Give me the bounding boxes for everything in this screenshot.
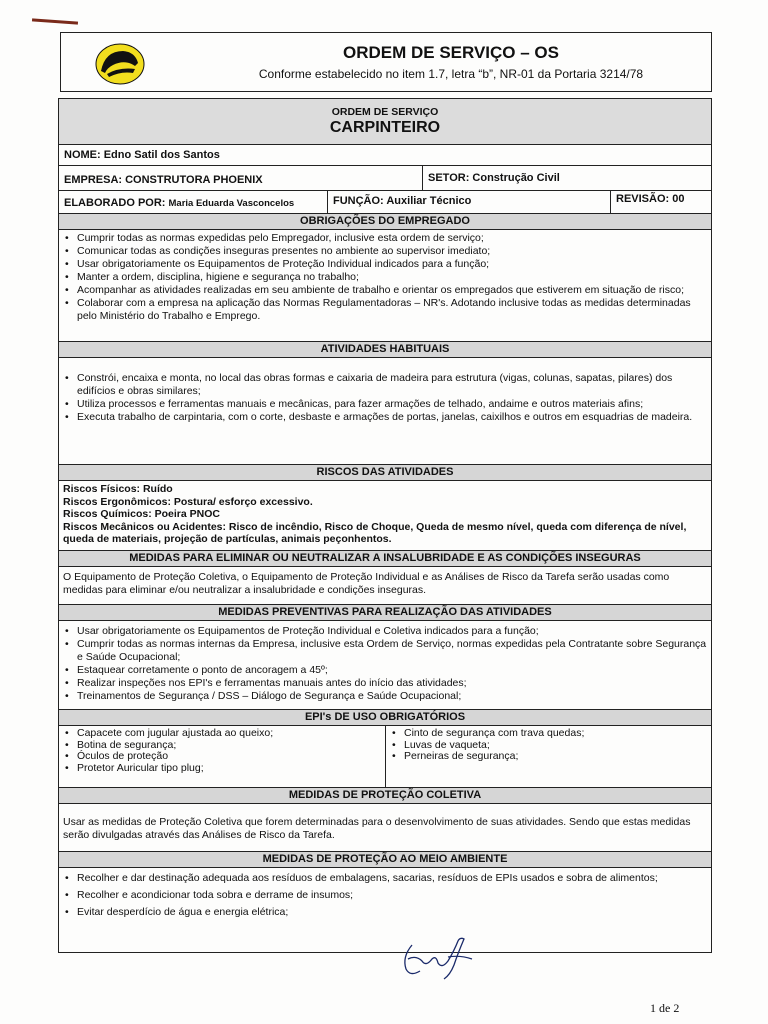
list-item: • Capacete com jugular ajustada ao queixo; <box>63 728 381 740</box>
list-item: • Constrói, encaixa e monta, no local das obras formas e caixaria de madeira para estrutura (vigas, colunas, sapatas, pilares) dos edifícios e obras similares; <box>63 372 707 398</box>
section-atividades <box>59 358 711 465</box>
list-item: • Evitar desperdício de água e energia elétrica; <box>63 906 707 919</box>
list-item: • Cumprir todas as normas internas da Empresa, inclusive esta Ordem de Serviço, normas expedidas pela Contratante sobre Segurança e Saúde Ocupacional; <box>63 638 707 664</box>
section-medidas-preventivas <box>59 621 711 710</box>
section-epis <box>59 726 711 788</box>
list-item: • Acompanhar as atividades realizadas em seu ambiente de trabalho e orientar os empregados que estiverem em situação de risco; <box>63 284 707 297</box>
list-item: • Protetor Auricular tipo plug; <box>63 763 381 775</box>
list-item: • Colaborar com a empresa na aplicação das Normas Regulamentadoras – NR's. Adotando inclusive todas as medidas determinadas pelo Ministério do Trabalho e Emprego. <box>63 297 707 323</box>
scan-mark <box>32 18 78 24</box>
field-revisao: REVISÃO: 00 <box>610 191 711 213</box>
section-obrigacoes <box>59 230 711 342</box>
list-item: • Utiliza processos e ferramentas manuais e mecânicas, para fazer armações de telhado, andaime e outros materiais afins; <box>63 398 707 411</box>
list-item: • Realizar inspeções nos EPI's e ferramentas manuais antes do início das atividades; <box>63 677 707 690</box>
section-riscos <box>59 481 711 551</box>
risk-mecanicos: Riscos Mecânicos ou Acidentes: Risco de incêndio, Risco de Choque, Queda de mesmo nível, queda com diferença de nível, queda de materiais, projeção de partículas, animais peçonhentos. <box>63 520 687 545</box>
section-title-medidas-preventivas: MEDIDAS PREVENTIVAS PARA REALIZAÇÃO DAS ATIVIDADES <box>59 605 711 621</box>
list-item: • Cinto de segurança com trava quedas; <box>390 728 707 740</box>
document-subtitle: Conforme estabelecido no item 1.7, letra “b”, NR-01 da Portaria 3214/78 <box>258 67 644 81</box>
risk-quimicos: Riscos Químicos: Poeira PNOC <box>63 508 220 520</box>
list-item: • Treinamentos de Segurança / DSS – Diálogo de Segurança e Saúde Ocupacional; <box>63 690 707 703</box>
section-title-atividades: ATIVIDADES HABITUAIS <box>59 342 711 358</box>
list-item: • Executa trabalho de carpintaria, com o corte, desbaste e armações de portas, janelas, caixilhos e outros em esquadrias de madeira. <box>63 411 707 424</box>
list-item: • Botina de segurança; <box>63 740 381 752</box>
service-order-form <box>58 98 712 953</box>
list-item: • Usar obrigatoriamente os Equipamentos de Proteção Individual e Coletiva indicados para a função; <box>63 625 707 638</box>
company-logo-icon <box>95 43 145 85</box>
risk-ergonomicos: Riscos Ergonômicos: Postura/ esforço excessivo. <box>63 495 313 508</box>
section-title-riscos: RISCOS DAS ATIVIDADES <box>59 465 711 481</box>
list-item: • Comunicar todas as condições inseguras presentes no ambiente ao supervisor imediato; <box>63 245 707 258</box>
epis-left-column <box>59 726 385 787</box>
list-item: • Recolher e acondicionar toda sobra e derrame de insumos; <box>63 889 707 902</box>
row-nome <box>59 145 711 166</box>
list-item: • Óculos de proteção <box>63 751 381 763</box>
handwritten-signature <box>398 935 488 983</box>
field-elaborado-label: ELABORADO POR: <box>64 197 166 209</box>
list-item: • Manter a ordem, disciplina, higiene e segurança no trabalho; <box>63 271 707 284</box>
field-funcao: FUNÇÃO: Auxiliar Técnico <box>327 191 610 213</box>
section-protecao-coletiva: Usar as medidas de Proteção Coletiva que forem determinadas para o desenvolvimento de suas atividades. Sendo que estas medidas serão divulgadas através das Análises de Risco da Tarefa. <box>59 804 711 852</box>
section-title-epis: EPI's DE USO OBRIGATÓRIOS <box>59 710 711 726</box>
section-title-meio-ambiente: MEDIDAS DE PROTEÇÃO AO MEIO AMBIENTE <box>59 852 711 868</box>
list-item: • Estaquear corretamente o ponto de ancoragem a 45º; <box>63 664 707 677</box>
field-elaborado <box>59 191 327 213</box>
form-title-block <box>59 99 711 145</box>
list-item: • Recolher e dar destinação adequada aos resíduos de embalagens, sacarias, resíduos de EPIs usados e sobra de alimentos; <box>63 872 707 885</box>
list-item: • Usar obrigatoriamente os Equipamentos de Proteção Individual indicados para a função; <box>63 258 707 271</box>
form-title-role: CARPINTEIRO <box>329 119 441 136</box>
section-title-obrigacoes: OBRIGAÇÕES DO EMPREGADO <box>59 214 711 230</box>
section-meio-ambiente <box>59 868 711 952</box>
row-elaborado <box>59 191 711 214</box>
list-item: • Perneiras de segurança; <box>390 751 707 763</box>
field-elaborado-value: Maria Eduarda Vasconcelos <box>168 198 295 209</box>
list-item: • Luvas de vaqueta; <box>390 740 707 752</box>
form-title-line1: ORDEM DE SERVIÇO <box>331 106 439 118</box>
page-number: 1 de 2 <box>650 1001 680 1015</box>
list-item: • Cumprir todas as normas expedidas pelo Empregador, inclusive esta ordem de serviço; <box>63 232 707 245</box>
section-medidas-eliminar: O Equipamento de Proteção Coletiva, o Equipamento de Proteção Individual e as Análises de Risco da Tarefa serão usadas como medidas para eliminar e/ou neutralizar a insalubridade e condições inseguras. <box>59 567 711 605</box>
field-empresa: EMPRESA: CONSTRUTORA PHOENIX <box>64 174 263 186</box>
field-setor: SETOR: Construção Civil <box>422 166 711 190</box>
document-title: ORDEM DE SERVIÇO – OS <box>342 43 559 62</box>
risk-fisicos: Riscos Físicos: Ruído <box>63 483 173 495</box>
section-title-medidas-eliminar: MEDIDAS PARA ELIMINAR OU NEUTRALIZAR A INSALUBRIDADE E AS CONDIÇÕES INSEGURAS <box>59 551 711 567</box>
section-title-protecao-coletiva: MEDIDAS DE PROTEÇÃO COLETIVA <box>59 788 711 804</box>
row-empresa-setor <box>59 166 711 191</box>
field-nome: NOME: Edno Satil dos Santos <box>64 149 220 161</box>
epis-right-column <box>385 726 711 787</box>
document-header <box>60 32 712 92</box>
